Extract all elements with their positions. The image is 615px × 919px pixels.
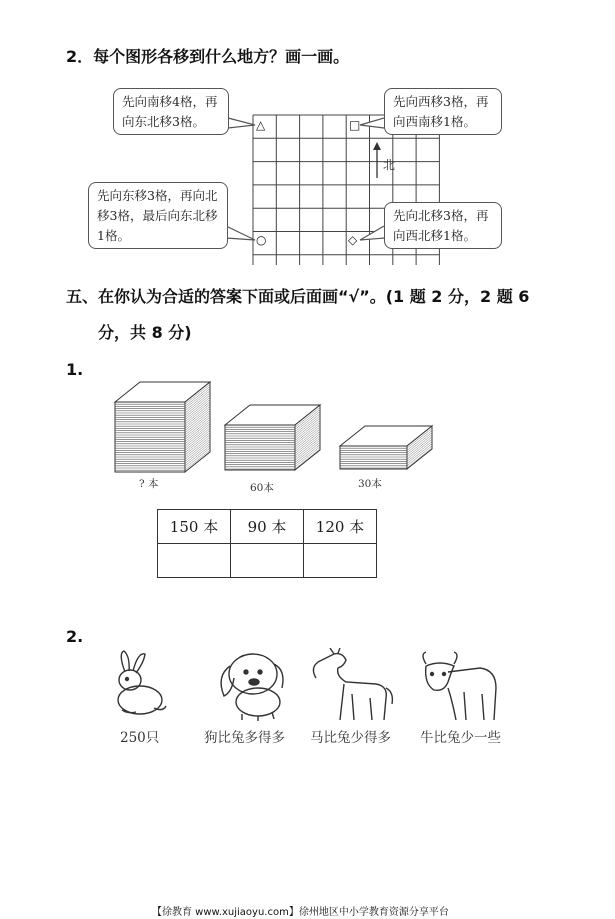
north-arrowhead-icon bbox=[373, 142, 381, 150]
ox-icon bbox=[423, 652, 496, 720]
dog-icon bbox=[221, 654, 283, 721]
rabbit-icon bbox=[118, 651, 166, 714]
bubble-pointer-bottom-right bbox=[360, 226, 384, 240]
option-cell-150: 150 本 bbox=[158, 510, 231, 544]
stack-label-unknown: ? 本 bbox=[139, 478, 159, 490]
animal-label-dog: 狗比兔多得多 bbox=[204, 730, 285, 746]
book-stack-small bbox=[340, 426, 432, 469]
animal-label-rabbit: 250只 bbox=[120, 730, 160, 746]
answer-cell-90[interactable] bbox=[231, 544, 304, 578]
section-5-title-line1: 五、在你认为合适的答案下面或后面画“√”。(1 题 2 分，2 题 6 bbox=[66, 287, 530, 306]
horse-icon bbox=[313, 648, 392, 720]
section-5-title-line2: 分，共 8 分) bbox=[98, 323, 192, 342]
bubble-pointer-top-right bbox=[360, 118, 384, 128]
instruction-bubble-top-right: 先向西移3格，再向西南移1格。 bbox=[384, 88, 502, 135]
animals-illustration bbox=[108, 648, 508, 723]
square-icon: □ bbox=[349, 118, 361, 132]
book-stack-large bbox=[115, 382, 210, 472]
instruction-bubble-bottom-right: 先向北移3格，再向西北移1格。 bbox=[384, 202, 502, 249]
book-stacks-illustration bbox=[110, 380, 440, 480]
bubble-pointer-bottom-left bbox=[226, 226, 255, 240]
stack-label-30: 30本 bbox=[358, 478, 382, 490]
diamond-icon: ◇ bbox=[348, 233, 358, 247]
bubble-pointer-top-left bbox=[228, 118, 255, 128]
page-footer: 【徐教育 www.xujiaoyu.com】徐州地区中小学教育资源分享平台 bbox=[152, 907, 449, 918]
circle-icon: ○ bbox=[256, 233, 267, 247]
question-2-title: 2．每个图形各移到什么地方？画一画。 bbox=[66, 47, 350, 66]
animal-label-horse: 马比兔少得多 bbox=[310, 730, 391, 746]
answer-table-q1 bbox=[157, 509, 377, 578]
stack-label-60: 60本 bbox=[250, 482, 274, 494]
north-label: 北 bbox=[383, 158, 396, 172]
instruction-bubble-bottom-left: 先向东移3格，再向北移3格，最后向东北移1格。 bbox=[88, 182, 228, 249]
animal-label-ox: 牛比兔少一些 bbox=[420, 730, 501, 746]
option-cell-90: 90 本 bbox=[231, 510, 304, 544]
book-stack-medium bbox=[225, 405, 320, 470]
answer-cell-150[interactable] bbox=[158, 544, 231, 578]
answer-cell-120[interactable] bbox=[304, 544, 377, 578]
question-2-number: 2. bbox=[66, 627, 84, 646]
option-cell-120: 120 本 bbox=[304, 510, 377, 544]
triangle-icon: △ bbox=[256, 118, 266, 132]
instruction-bubble-top-left: 先向南移4格，再向东北移3格。 bbox=[113, 88, 229, 135]
question-1-number: 1. bbox=[66, 360, 84, 379]
